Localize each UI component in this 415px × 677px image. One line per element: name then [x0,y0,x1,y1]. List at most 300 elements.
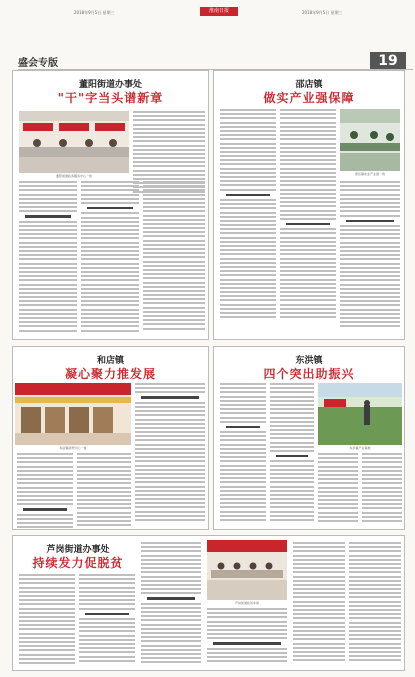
body-text-line [220,122,276,124]
body-text-line [220,151,276,153]
body-text-line [143,265,205,267]
body-text-line [293,659,345,661]
body-text-line [280,147,336,149]
body-text-line [19,317,77,319]
body-text-line [293,592,345,594]
body-text-line [280,214,336,216]
body-text-line [19,654,75,656]
body-text-line [81,221,139,223]
body-text-line [220,456,266,458]
body-text-line [340,233,400,235]
body-text-line [220,490,266,492]
article-photo [340,109,400,171]
body-text-line [220,168,276,170]
body-text-line [19,641,75,643]
body-text-line [270,442,314,444]
body-text-line [207,621,287,623]
body-text-line [340,288,400,290]
body-text-line [280,295,336,297]
text-column [270,383,314,523]
body-text-line [141,563,201,565]
body-text-line [220,295,276,297]
article-photo [318,383,402,445]
body-text-line [280,134,336,136]
body-text-line [220,180,276,182]
body-text-line [349,584,401,586]
body-text-line [143,244,205,246]
body-text-line [270,391,314,393]
body-text-line [293,634,345,636]
body-text-line [19,250,77,252]
body-text-line [133,115,205,117]
body-text-line [220,460,266,462]
subheading-line [87,207,133,209]
body-text-line [81,313,139,315]
body-text-line [135,435,205,437]
body-text-line [220,203,276,205]
body-text-line [220,266,276,268]
text-column [293,542,345,663]
body-text-line [349,630,401,632]
body-text-line [280,312,336,314]
body-text-line [77,491,131,493]
body-text-line [79,595,135,597]
body-text-line [340,246,400,248]
body-text-line [280,308,336,310]
body-text-line [280,117,336,119]
text-column [220,383,266,523]
body-text-line [220,253,276,255]
body-text-line [220,287,276,289]
body-text-line [133,174,205,176]
body-text-line [340,275,400,277]
photo-caption: 邵店镇农业产业园一角 [354,172,385,176]
body-text-line [17,503,73,505]
body-text-line [349,555,401,557]
body-text-line [19,242,77,244]
subheading-line [147,597,195,599]
body-text-line [349,626,401,628]
body-text-line [362,453,402,455]
body-text-line [135,383,205,385]
body-text-line [349,634,401,636]
body-text-line [220,130,276,132]
body-text-line [340,206,400,208]
body-text-line [135,494,205,496]
body-text-line [280,245,336,247]
article-photo [19,111,129,173]
body-text-line [135,448,205,450]
body-text-line [17,461,73,463]
body-text-line [270,404,314,406]
text-column [19,574,75,666]
body-text-line [293,609,345,611]
body-text-line [362,499,402,501]
body-text-line [81,317,139,319]
body-text-line [220,241,276,243]
body-text-line [220,291,276,293]
body-text-line [17,518,73,520]
subheading-line [141,396,199,398]
body-text-line [220,228,276,230]
body-text-line [19,330,77,332]
body-text-line [81,330,139,332]
body-text-line [143,261,205,263]
body-text-line [77,466,131,468]
body-text-line [220,465,266,467]
body-text-line [19,321,77,323]
subheading-line [276,455,308,457]
body-text-line [207,652,287,654]
body-text-line [135,460,205,462]
article-headline: "干"字当头谱新章 [57,91,164,105]
body-text-line [19,210,77,212]
body-text-line [19,185,77,187]
body-text-line [207,629,287,631]
body-text-line [143,252,205,254]
body-text-line [280,210,336,212]
body-text-line [340,194,400,196]
body-text-line [17,522,73,524]
body-text-line [143,256,205,258]
body-text-line [318,457,358,459]
body-text-line [77,507,131,509]
body-text-line [143,302,205,304]
body-text-line [81,212,139,214]
body-text-line [207,660,287,662]
body-text-line [81,225,139,227]
article-place: 芦岗街道办事处 [46,545,110,555]
body-text-line [143,215,205,217]
body-text-line [141,632,201,634]
body-text-line [270,460,314,462]
body-text-line [81,267,139,269]
body-text-line [19,309,77,311]
body-text-line [220,431,266,433]
body-text-line [81,229,139,231]
body-text-line [81,237,139,239]
subheading-line [85,613,129,615]
body-text-line [293,647,345,649]
body-text-line [362,503,402,505]
body-text-line [81,300,139,302]
body-text-line [280,287,336,289]
body-text-line [349,559,401,561]
body-text-line [135,414,205,416]
text-column [135,383,205,523]
text-column [220,109,276,320]
body-text-line [143,227,205,229]
body-text-line [19,229,77,231]
body-text-line [318,503,358,505]
body-text-line [17,478,73,480]
body-text-line [349,638,401,640]
body-text-line [135,519,205,521]
body-text-line [362,507,402,509]
body-text-line [340,242,400,244]
body-text-line [141,588,201,590]
body-text-line [143,294,205,296]
text-column [17,453,73,530]
article-donghong [213,346,405,530]
body-text-line [270,412,314,414]
body-text-line [220,258,276,260]
body-text-line [220,232,276,234]
body-text-line [293,622,345,624]
body-text-line [19,225,77,227]
body-text-line [220,316,276,318]
subheading-line [226,194,270,196]
body-text-line [135,419,205,421]
body-text-line [81,288,139,290]
body-text-line [135,473,205,475]
body-text-line [280,205,336,207]
body-text-line [280,274,336,276]
body-text-line [293,638,345,640]
body-text-line [220,220,276,222]
body-text-line [143,290,205,292]
body-text-line [220,249,276,251]
body-text-line [220,270,276,272]
body-text-line [79,578,135,580]
body-text-line [293,580,345,582]
body-text-line [362,516,402,518]
body-text-line [220,412,266,414]
body-text-line [349,542,401,544]
body-text-line [270,446,314,448]
body-text-line [340,279,400,281]
body-text-line [141,619,201,621]
body-text-line [318,491,358,493]
article-hedian [12,346,209,530]
body-text-line [362,470,402,472]
body-text-line [220,134,276,136]
body-text-line [270,450,314,452]
body-text-line [135,477,205,479]
body-text-line [17,457,73,459]
body-text-line [141,571,201,573]
body-text-line [81,258,139,260]
body-text-line [19,633,75,635]
body-text-line [362,466,402,468]
body-text-line [143,269,205,271]
body-text-line [143,311,205,313]
body-text-line [81,279,139,281]
body-text-line [280,189,336,191]
body-text-line [340,304,400,306]
subheading-line [25,215,71,217]
body-text-line [141,559,201,561]
body-text-line [349,596,401,598]
paper-masthead: 淮南日报 [200,7,238,16]
body-text-line [207,625,287,627]
body-text-line [19,194,77,196]
body-text-line [220,117,276,119]
body-text-line [220,109,276,111]
body-text-line [270,425,314,427]
body-text-line [143,206,205,208]
body-text-line [17,466,73,468]
body-text-line [270,481,314,483]
body-text-line [220,486,266,488]
body-text-line [19,246,77,248]
body-text-line [293,555,345,557]
body-text-line [293,584,345,586]
body-text-line [340,258,400,260]
text-column [340,181,400,330]
body-text-line [207,656,287,658]
body-text-line [133,111,205,113]
body-text-line [349,622,401,624]
body-text-line [270,437,314,439]
body-text-line [349,655,401,657]
body-text-line [270,519,314,521]
body-text-line [270,465,314,467]
body-text-line [135,410,205,412]
body-text-line [143,286,205,288]
body-text-line [293,567,345,569]
body-text-line [141,567,201,569]
body-text-line [220,477,266,479]
body-text-line [349,563,401,565]
body-text-line [207,612,287,614]
body-text-line [19,292,77,294]
body-text-line [19,189,77,191]
body-text-line [340,254,400,256]
body-text-line [293,605,345,607]
body-text-line [220,224,276,226]
body-text-line [270,506,314,508]
body-text-line [19,599,75,601]
article-place: 董阳街道办事处 [78,80,142,90]
body-text-line [141,611,201,613]
body-text-line [349,651,401,653]
article-shaodian [213,70,405,340]
body-text-line [135,490,205,492]
body-text-line [362,512,402,514]
subheading-line [213,642,281,644]
body-text-line [220,207,276,209]
body-text-line [17,514,73,516]
body-text-line [19,271,77,273]
body-text-line [340,229,400,231]
body-text-line [143,273,205,275]
body-text-line [220,172,276,174]
body-text-line [280,232,336,234]
body-text-line [19,658,75,660]
body-text-line [220,143,276,145]
body-text-line [349,647,401,649]
body-text-line [77,516,131,518]
body-text-line [79,643,135,645]
body-text-line [280,138,336,140]
body-text-line [135,391,205,393]
body-text-line [220,502,266,504]
body-text-line [220,473,266,475]
body-text-line [270,515,314,517]
body-text-line [220,396,266,398]
body-text-line [79,630,135,632]
body-text-line [318,499,358,501]
body-text-line [349,605,401,607]
body-text-line [280,237,336,239]
body-text-line [280,262,336,264]
body-text-line [280,113,336,115]
body-text-line [133,119,205,121]
body-text-line [143,194,205,196]
body-text-line [293,601,345,603]
text-column [362,453,402,524]
body-text-line [133,145,205,147]
body-text-line [293,613,345,615]
body-text-line [318,482,358,484]
body-text-line [19,616,75,618]
text-column [280,109,336,320]
body-text-line [280,172,336,174]
body-text-line [143,240,205,242]
body-text-line [280,143,336,145]
body-text-line [362,474,402,476]
body-text-line [79,656,135,658]
body-text-line [280,258,336,260]
body-text-line [270,387,314,389]
body-text-line [280,304,336,306]
body-text-line [349,617,401,619]
body-text-line [220,511,266,513]
subheading-line [23,508,67,510]
body-text-line [293,550,345,552]
body-text-line [81,292,139,294]
body-text-line [280,109,336,111]
body-text-line [143,235,205,237]
body-text-line [340,292,400,294]
article-photo [207,540,287,600]
body-text-line [19,258,77,260]
body-text-line [340,284,400,286]
body-text-line [143,189,205,191]
body-text-line [19,304,77,306]
body-text-line [362,495,402,497]
body-text-line [270,383,314,385]
body-text-line [135,456,205,458]
body-text-line [220,237,276,239]
body-text-line [280,155,336,157]
body-text-line [270,400,314,402]
body-text-line [340,271,400,273]
subheading-line [226,426,260,428]
body-text-line [270,494,314,496]
body-text-line [220,400,266,402]
body-text-line [280,266,336,268]
body-text-line [220,498,266,500]
body-text-line [318,474,358,476]
body-text-line [141,592,201,594]
body-text-line [270,486,314,488]
body-text-line [79,660,135,662]
body-text-line [340,237,400,239]
body-text-line [19,202,77,204]
body-text-line [143,231,205,233]
body-text-line [220,469,266,471]
body-text-line [141,576,201,578]
body-text-line [362,520,402,522]
body-text-line [207,648,287,650]
body-text-line [318,520,358,522]
body-text-line [220,308,276,310]
body-text-line [270,429,314,431]
page-number-badge: 19 [370,52,406,70]
body-text-line [280,279,336,281]
